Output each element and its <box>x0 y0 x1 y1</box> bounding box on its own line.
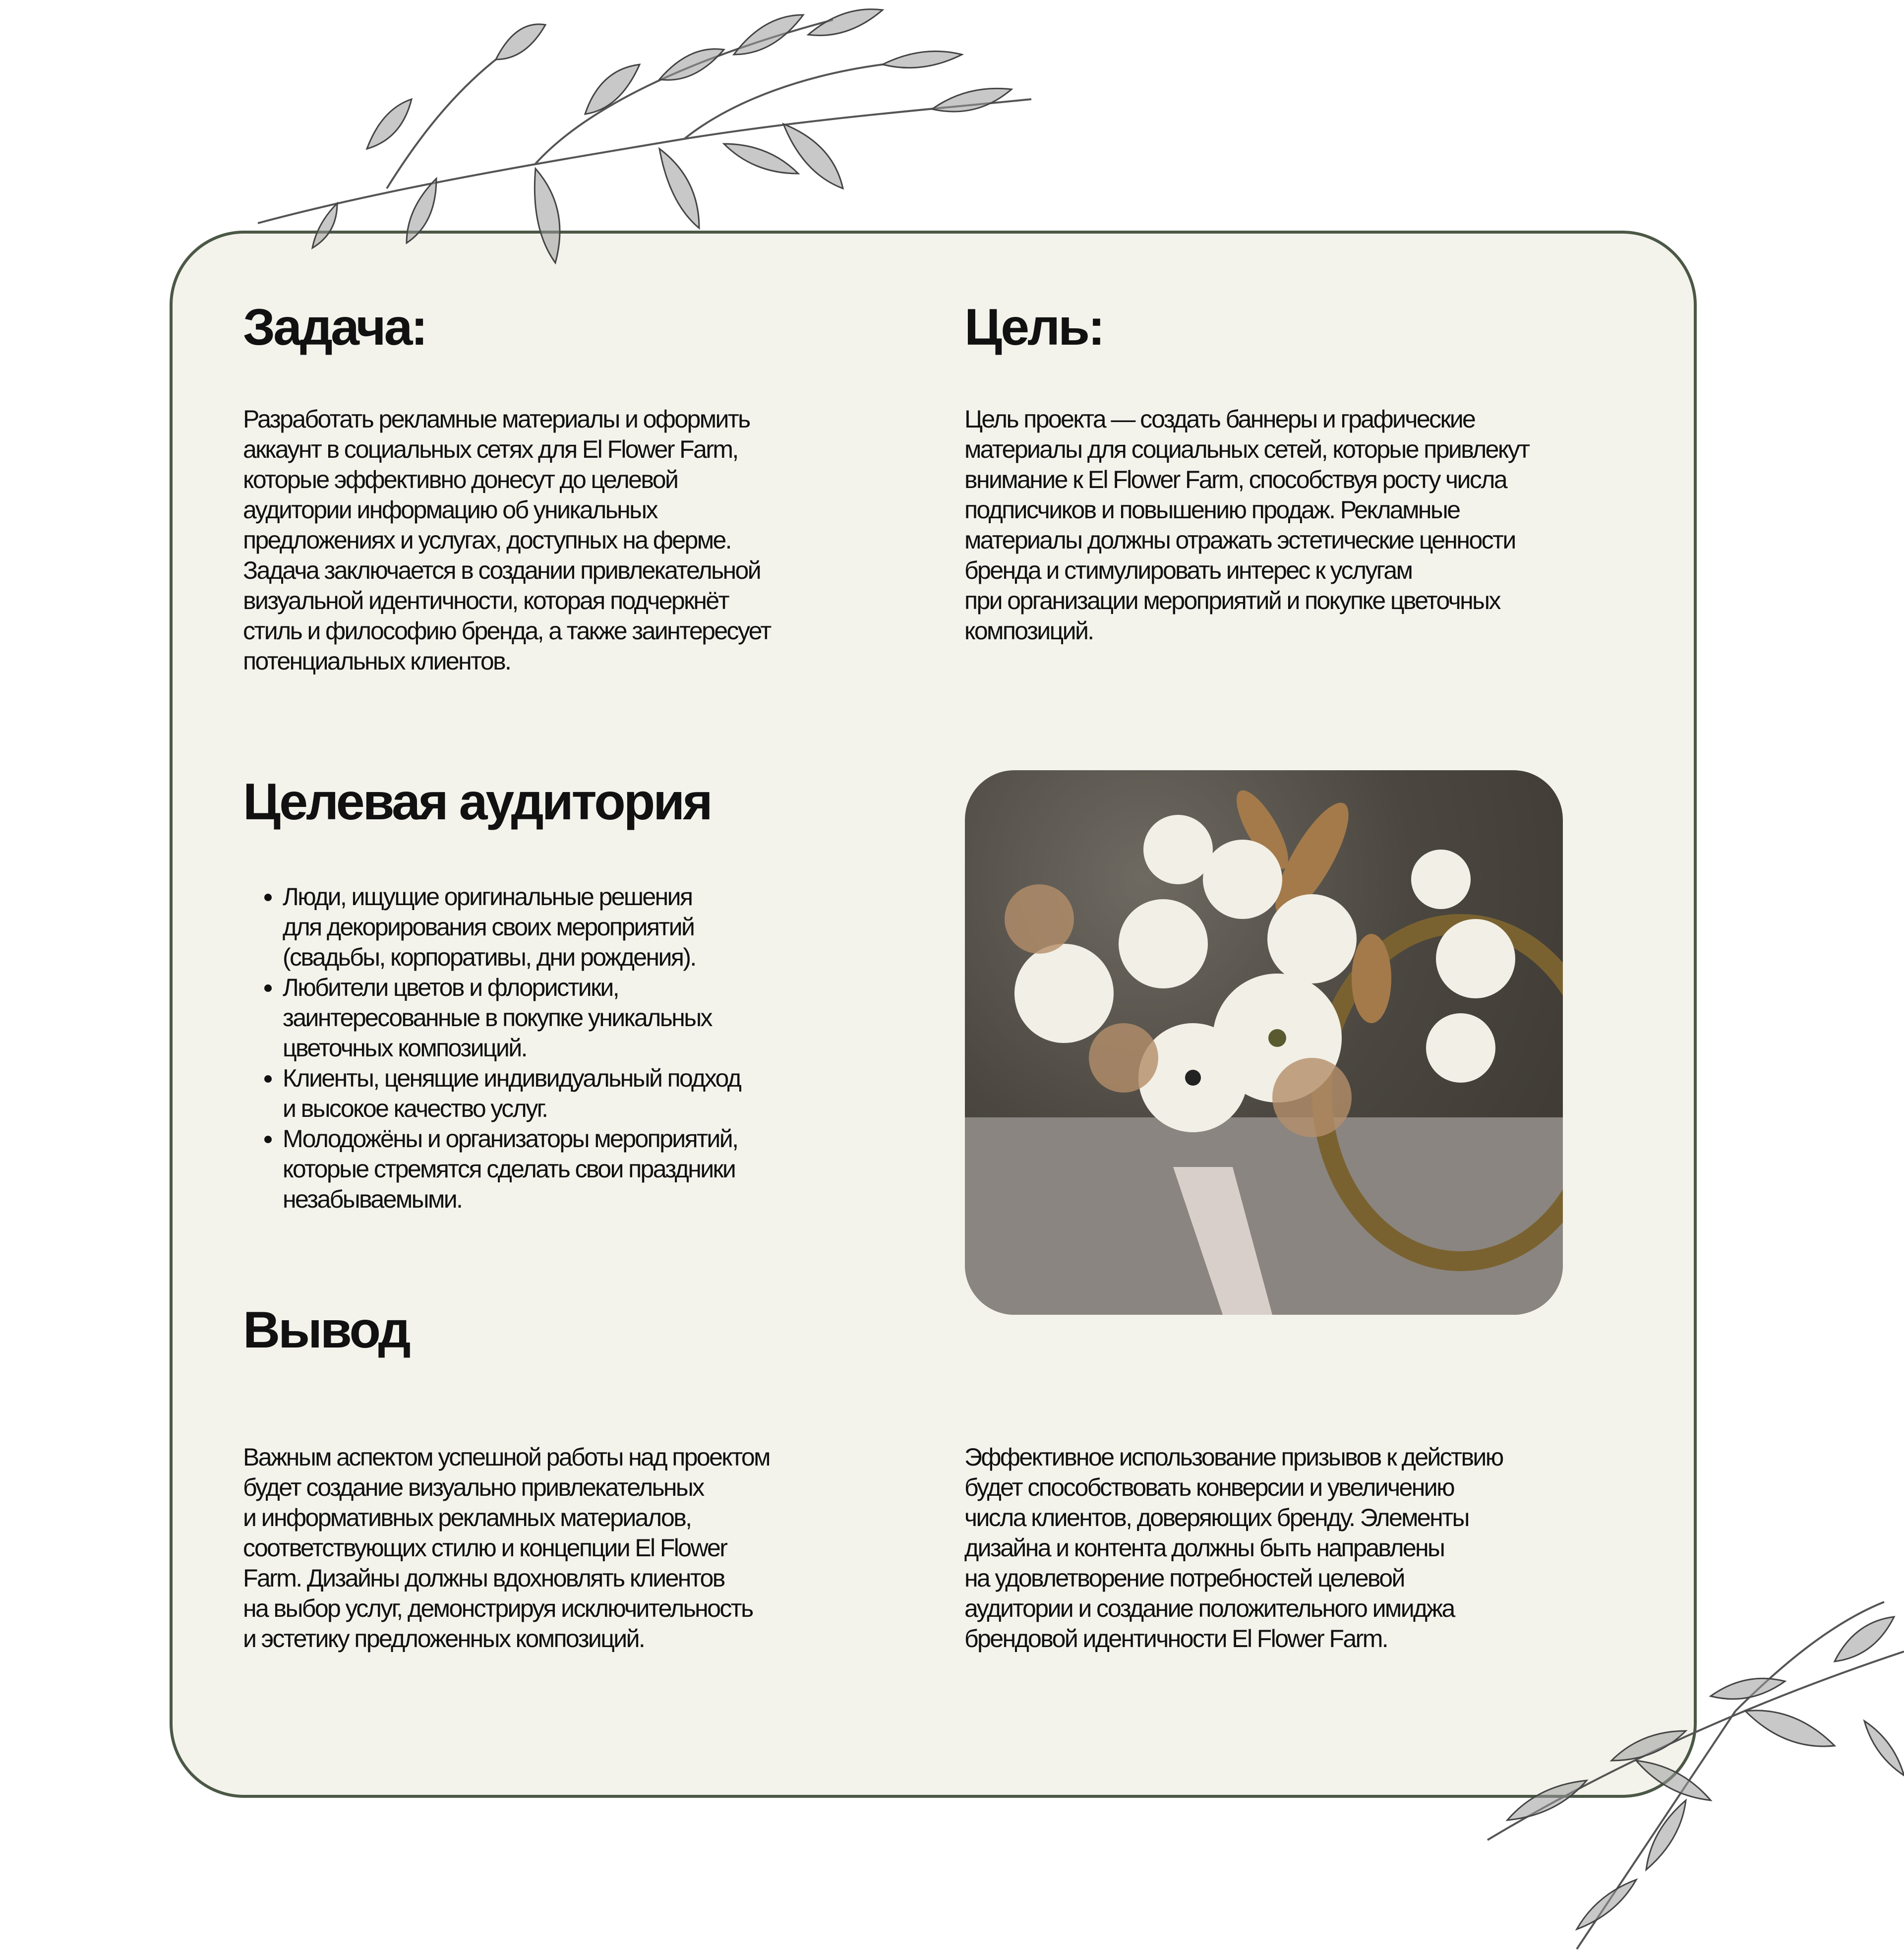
list-item: • Люди, ищущие оригинальные решения для декорирования своих мероприятий (свадьбы, корпоративы, дни рождения). <box>283 882 740 973</box>
leaf-branch-top-decoration <box>238 0 1056 298</box>
conclusion-text-right: Эффективное использование призывов к действию будет способствовать конверсии и увеличению числа клиентов, доверяющих бренду. Элементы дизайна и контента должны быть направлены на удовлетворение потребностей целевой аудитории и создание положительного имиджа брендовой идентичности El Flower Farm. <box>964 1443 1503 1653</box>
audience-heading: Целевая аудитория <box>243 773 711 831</box>
conclusion-text-left: Важным аспектом успешной работы над проектом будет создание визуально привлекательных и информативных рекламных материалов, соответствующих стилю и концепции El Flower Farm. Дизайны должны вдохновлять клиентов на выбор услуг, демонстрируя исключительность и эстетику предложенных композиций. <box>243 1443 770 1653</box>
goal-heading: Цель: <box>964 299 1103 356</box>
bouquet-image <box>965 770 1563 1315</box>
task-heading: Задача: <box>243 299 426 356</box>
list-item: • Любители цветов и флористики, заинтересованные в покупке уникальных цветочных композиций. <box>283 973 740 1063</box>
conclusion-heading: Вывод <box>243 1301 409 1359</box>
audience-list <box>243 882 740 1215</box>
list-item: • Молодожёны и организаторы мероприятий, которые стремятся сделать свои праздники незабываемыми. <box>283 1124 740 1215</box>
bouquet-photo <box>965 770 1563 1315</box>
goal-text: Цель проекта — создать баннеры и графические материалы для социальных сетей, которые привлекут внимание к El Flower Farm, способствуя росту числа подписчиков и повышению продаж. Рекламные материалы должны отражать эстетические ценности бренда и стимулировать интерес к услугам при организации мероприятий и покупке цветочных композиций. <box>964 405 1529 645</box>
list-item: • Клиенты, ценящие индивидуальный подход и высокое качество услуг. <box>283 1063 740 1124</box>
task-text: Разработать рекламные материалы и оформить аккаунт в социальных сетях для El Flower Farm, которые эффективно донесут до целевой аудитории информацию об уникальных предложениях и услугах, доступных на ферме. Задача заключается в создании привлекательной визуальной идентичности, которая подчеркнёт стиль и философию бренда, а также заинтересует потенциальных клиентов. <box>243 405 771 675</box>
